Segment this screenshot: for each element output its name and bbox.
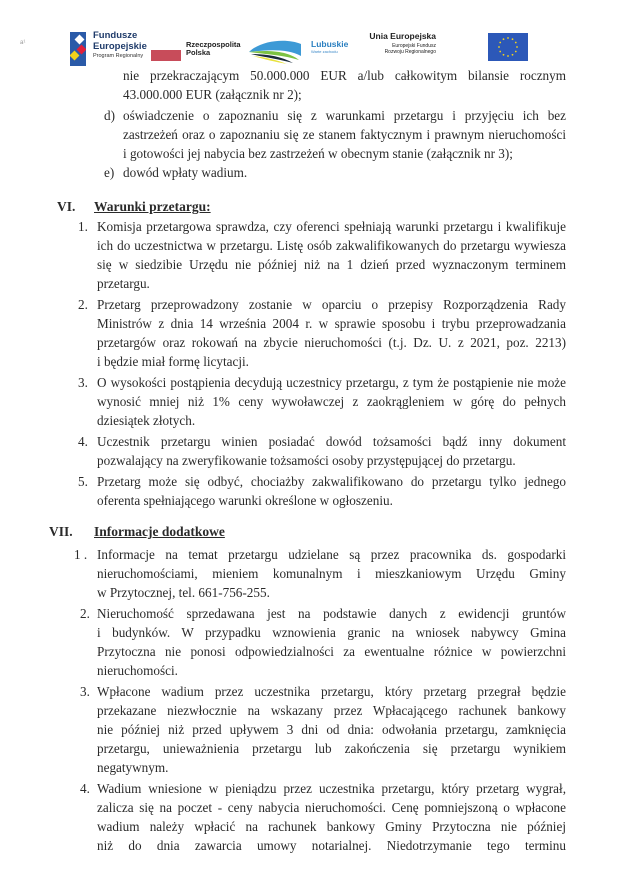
vii-item-line: negatywnym. [97, 760, 169, 775]
list-e-line: dowód wpłaty wadium. [123, 165, 248, 180]
section-vii-title: Informacje dodatkowe [94, 524, 225, 539]
lubuskie-swoosh-icon [247, 36, 303, 64]
vii-item-line: nie później niż przed upływem 3 dni od dnia: odwołania przetargu, zamknięcia [97, 722, 566, 737]
list-d-line: oświadczenie o zapoznaniu się z warunkami przetargu i przyjęciu ich bez [123, 108, 566, 123]
vii-item-line: przekazane niezwłocznie na wskazany przez Wpłacającego rachunek bankowy [97, 703, 566, 718]
vi-item-line: i będzie miał formę licytacji. [97, 354, 249, 369]
list-d-label: d) [104, 108, 115, 123]
vii-item-line: Nieruchomość sprzedawana jest na podstawie danych z ewidencji gruntów [97, 606, 566, 621]
vi-item-line: Przetarg może się odbyć, chociażby zakwalifikowano do przetargu tylko jednego [97, 474, 566, 489]
vi-item-line: przetargu. [97, 276, 150, 291]
list-d-line: i gotowości jej nabycia bez zastrzeżeń w obecnym stanie (załącznik nr 3); [123, 146, 513, 161]
vi-item-line: Komisja przetargowa sprawdza, czy oferenci spełniają warunki przetargu i kwalifikuje [97, 219, 566, 234]
section-vii-number: VII. [49, 524, 73, 539]
vii-item-line: wadium należy wpłacić na rachunek bankowy Gminy Przytoczna nie później [97, 819, 566, 834]
vii-item-line: nieruchomościami, mieniem komunalnym i mieszkaniowym Urzędu Gminy [97, 566, 566, 581]
vii-item-line: Wpłacone wadium przez uczestnika przetargu, który przetarg przegrał będzie [97, 684, 566, 699]
vi-item-label: 2. [78, 297, 88, 312]
vi-item-label: 5. [78, 474, 88, 489]
vii-item-line: Wadium wniesione w pieniądzu przez uczestnika przetargu, który przetarg wygrał, [97, 781, 566, 796]
header-logos [0, 30, 632, 70]
vi-item-line: się w siedzibie Urzędu nie później niż na 1 dzień przed wyznaczonym terminem [97, 257, 566, 272]
vii-item-line: nieruchomości. [97, 663, 178, 678]
vii-item-line: i budynków. W przypadku wznowienia granic na wniosek nabywcy Gmina [97, 625, 566, 640]
list-c-line: 43.000.000 EUR (załącznik nr 2); [123, 87, 302, 102]
list-e-label: e) [104, 165, 115, 180]
list-c-line: nie przekraczającym 50.000.000 EUR a/lub całkowitym bilansie rocznym [123, 68, 566, 83]
unia-europejska-logo-text: Unia Europejska Europejski Fundusz Rozwoju Regionalnego [369, 31, 436, 55]
eu-flag-icon [488, 33, 528, 61]
vi-item-line: Ministrów z dnia 14 września 2004 r. w sprawie sposobu i trybu przeprowadzania [97, 316, 566, 331]
rzeczpospolita-logo-text: Rzeczpospolita Polska [186, 40, 241, 57]
vii-item-line: Przytoczna nie ponosi odpowiedzialności za ewentualne różnice w powierzchni [97, 644, 566, 659]
vi-item-line: ich do uczestnictwa w przetargu. Listę osób zakwalifikowanych do przetargu wywiesza [97, 238, 566, 253]
vi-item-line: wynosić mniej niż 1% ceny wywoławczej z zaokrągleniem w górę do pełnych [97, 394, 566, 409]
vi-item-line: dziesiątek złotych. [97, 413, 196, 428]
vii-item-line: przetargu, unieważnienia przetargu lub zakończenia się przetargu wynikiem [97, 741, 566, 756]
vii-item-line: niż do dnia zawarcia umowy notarialnej. Niedotrzymanie tego terminu [97, 838, 566, 853]
scan-mark: a¹ [20, 40, 26, 46]
section-vi-number: VI. [57, 199, 76, 214]
vi-item-label: 4. [78, 434, 88, 449]
vii-item-label: 1 . [74, 547, 88, 562]
vi-item-line: oferenta spełniającego warunki określone w ogłoszeniu. [97, 493, 393, 508]
vi-item-line: pozwalający na zweryfikowanie tożsamości osoby przystępującej do przetargu. [97, 453, 516, 468]
vii-item-line: zalicza się na poczet - ceny nabycia nieruchomości. Cenę pomniejszoną o wpłacone [97, 800, 566, 815]
vi-item-line: O wysokości postąpienia decydują uczestnicy przetargu, z tym że postąpienie nie może [97, 375, 566, 390]
list-d-line: zastrzeżeń oraz o zapoznaniu się ze stanem faktycznym i prawnym nieruchomości [123, 127, 566, 142]
vi-item-label: 3. [78, 375, 88, 390]
fundusze-europejskie-logo-text: Fundusze Europejskie Program Regionalny [93, 30, 147, 59]
section-vi-title: Warunki przetargu: [94, 199, 211, 214]
vii-item-label: 2. [80, 606, 90, 621]
vi-item-line: przetargów oraz rokowań na zbycie nieruchomości (t.j. Dz. U. z 2021, poz. 2213) [97, 335, 566, 350]
vii-item-label: 3. [80, 684, 90, 699]
lubuskie-logo-text: Lubuskie Warte zachodu [311, 39, 349, 54]
vii-item-label: 4. [80, 781, 90, 796]
vi-item-line: Uczestnik przetargu winien posiadać dowód tożsamości bądź inny dokument [97, 434, 566, 449]
vi-item-label: 1. [78, 219, 88, 234]
fundusze-europejskie-stars-icon [70, 32, 86, 66]
vii-item-line: w Przytocznej, tel. 661-756-255. [97, 585, 270, 600]
vi-item-line: Przetarg przeprowadzony zostanie w oparciu o przepisy Rozporządzenia Rady [97, 297, 566, 312]
polish-flag-icon [151, 50, 181, 61]
vii-item-line: Informacje na temat przetargu udzielane są przez pracownika ds. gospodarki [97, 547, 566, 562]
